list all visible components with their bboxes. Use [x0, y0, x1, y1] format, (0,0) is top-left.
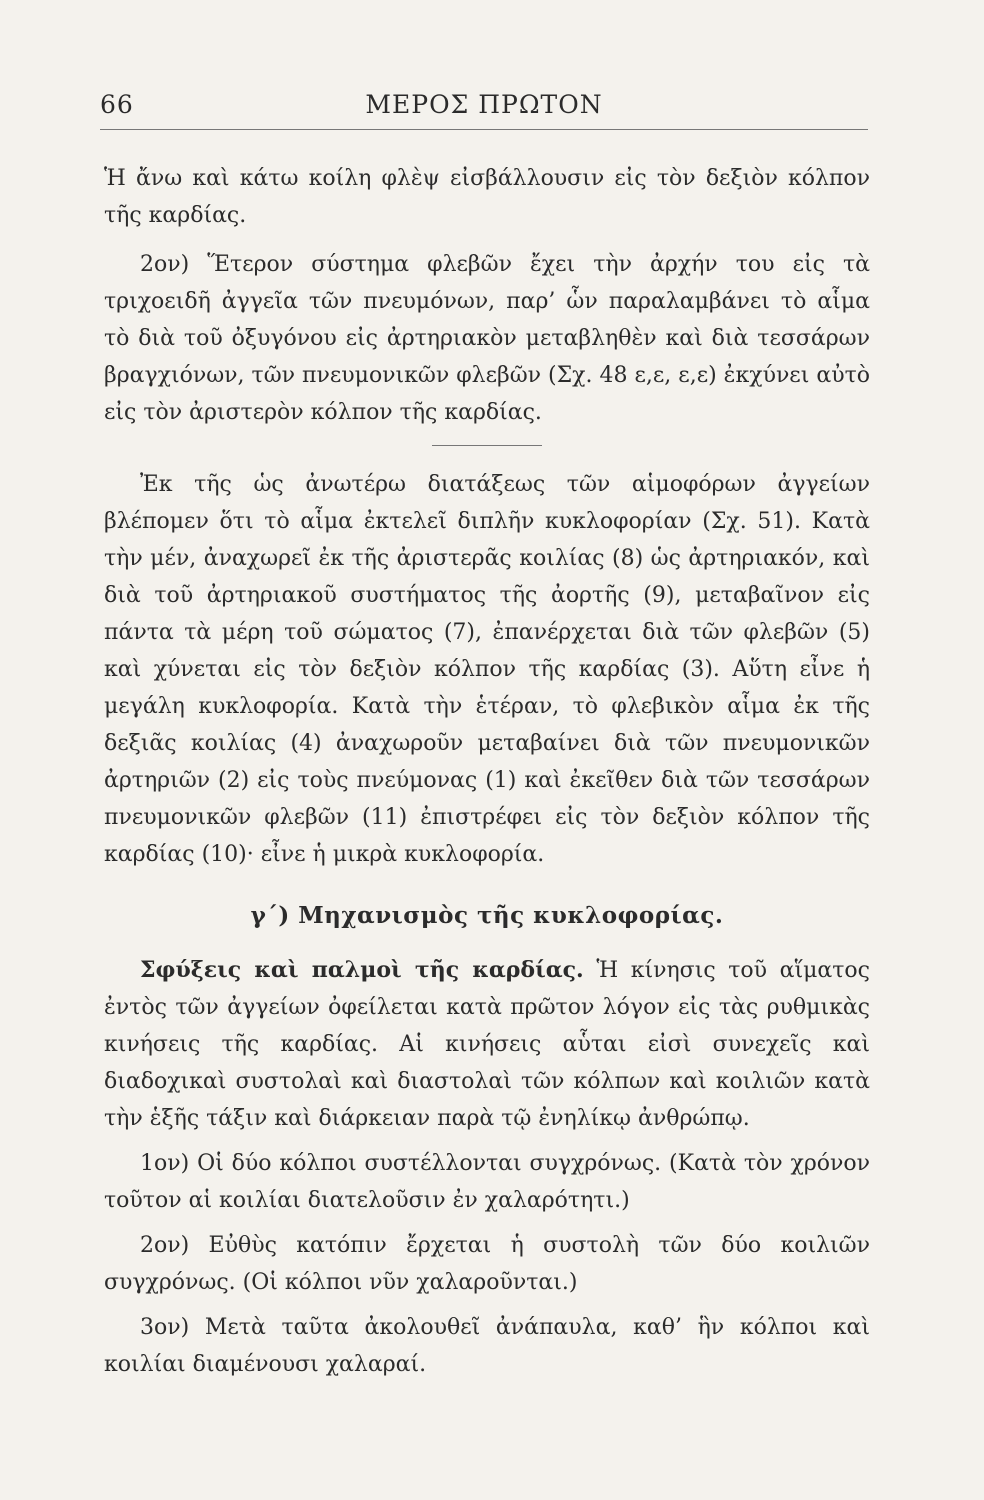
page-header — [100, 90, 868, 130]
section-separator — [432, 445, 542, 446]
paragraph-circulation: Ἐκ τῆς ὡς ἀνωτέρω διατάξεως τῶν αἱμοφόρων ἀγγείων βλέπομεν ὅτι τὸ αἷμα ἐκτελεῖ διπλῆν κυκλοφορίαν (Σχ. 51). Κατὰ τὴν μέν, ἀναχωρεῖ ἐκ τῆς ἀριστερᾶς κοιλίας (8) ὡς ἀρτηριακόν, καὶ διὰ τοῦ ἀρτηριακοῦ συστήματος τῆς ἀορτῆς (9), μεταβαῖνον εἰς πάντα τὰ μέρη τοῦ σώματος (7), ἐπανέρχεται διὰ τῶν φλεβῶν (5) καὶ χύνεται εἰς τὸν δεξιὸν κόλπον τῆς καρδίας (3). Αὕτη εἶνε ἡ μεγάλη κυκλοφορία. Κατὰ τὴν ἑτέραν, τὸ φλεβικὸν αἷμα ἐκ τῆς δεξιᾶς κοιλίας (4) ἀναχωροῦν μεταβαίνει διὰ τῶν πνευμονικῶν ἀρτηριῶν (2) εἰς τοὺς πνεύμονας (1) καὶ ἐκεῖθεν διὰ τῶν τεσσάρων πνευμονικῶν φλεβῶν (11) ἐπιστρέφει εἰς τὸν δεξιὸν κόλπον τῆς καρδίας (10)· εἶνε ἡ μικρὰ κυκλοφορία. — [104, 472, 870, 867]
paragraph-pulmonary-veins: 2ον) Ἕτερον σύστημα φλεβῶν ἔχει τὴν ἀρχήν του εἰς τὰ τριχοειδῆ ἀγγεῖα τῶν πνευμόνων, παρ’ ὧν παραλαμβάνει τὸ αἷμα τὸ διὰ τοῦ ὀξυγόνου εἰς ἀρτηριακὸν μεταβληθὲν καὶ διὰ τεσσάρων βραγχιόνων, τῶν πνευμονικῶν φλεβῶν (Σχ. 48 ε,ε, ε,ε) ἐκχύνει αὐτὸ εἰς τὸν ἀριστερὸν κόλπον τῆς καρδίας. — [104, 252, 870, 425]
paragraph-heading: Σφύξεις καὶ παλμοὶ τῆς καρδίας. — [140, 957, 584, 983]
paragraph-veins: Ἡ ἄνω καὶ κάτω κοίλη φλὲψ εἰσβάλλουσιν εἰς τὸν δεξιὸν κόλπον τῆς καρδίας. — [104, 166, 870, 228]
running-title: ΜΕΡΟΣ ΠΡΩΤΟΝ — [365, 90, 603, 119]
header-rule — [100, 129, 868, 130]
list-item-2: 2ον) Εὐθὺς κατόπιν ἔρχεται ἡ συστολὴ τῶν δύο κοιλιῶν συγχρόνως. (Οἱ κόλποι νῦν χαλαροῦνται.) — [104, 1233, 870, 1295]
paragraph-heartbeat — [104, 952, 870, 1137]
page-number: 66 — [100, 90, 134, 119]
page-body — [104, 160, 870, 1383]
list-item-1: 1ον) Οἱ δύο κόλποι συστέλλονται συγχρόνως. (Κατὰ τὸν χρόνον τοῦτον αἱ κοιλίαι διατελοῦσιν ἐν χαλαρότητι.) — [104, 1151, 870, 1213]
list-item-3: 3ον) Μετὰ ταῦτα ἀκολουθεῖ ἀνάπαυλα, καθ’ ἣν κόλποι καὶ κοιλίαι διαμένουσι χαλαραί. — [104, 1315, 870, 1377]
section-heading: γ΄) Μηχανισμὸς τῆς κυκλοφορίας. — [250, 902, 724, 929]
paragraph-heartbeat-text: Ἡ κίνησις τοῦ αἵματος ἐντὸς τῶν ἀγγείων ὀφείλεται κατὰ πρῶτον λόγον εἰς τὰς ρυθμικὰς κινήσεις τῆς καρδίας. Αἱ κινήσεις αὗται εἰσὶ συνεχεῖς καὶ διαδοχικαὶ συστολαὶ καὶ διαστολαὶ τῶν κόλπων καὶ κοιλιῶν κατὰ τὴν ἑξῆς τάξιν καὶ διάρκειαν παρὰ τῷ ἐνηλίκῳ ἀνθρώπῳ. — [104, 958, 870, 1131]
